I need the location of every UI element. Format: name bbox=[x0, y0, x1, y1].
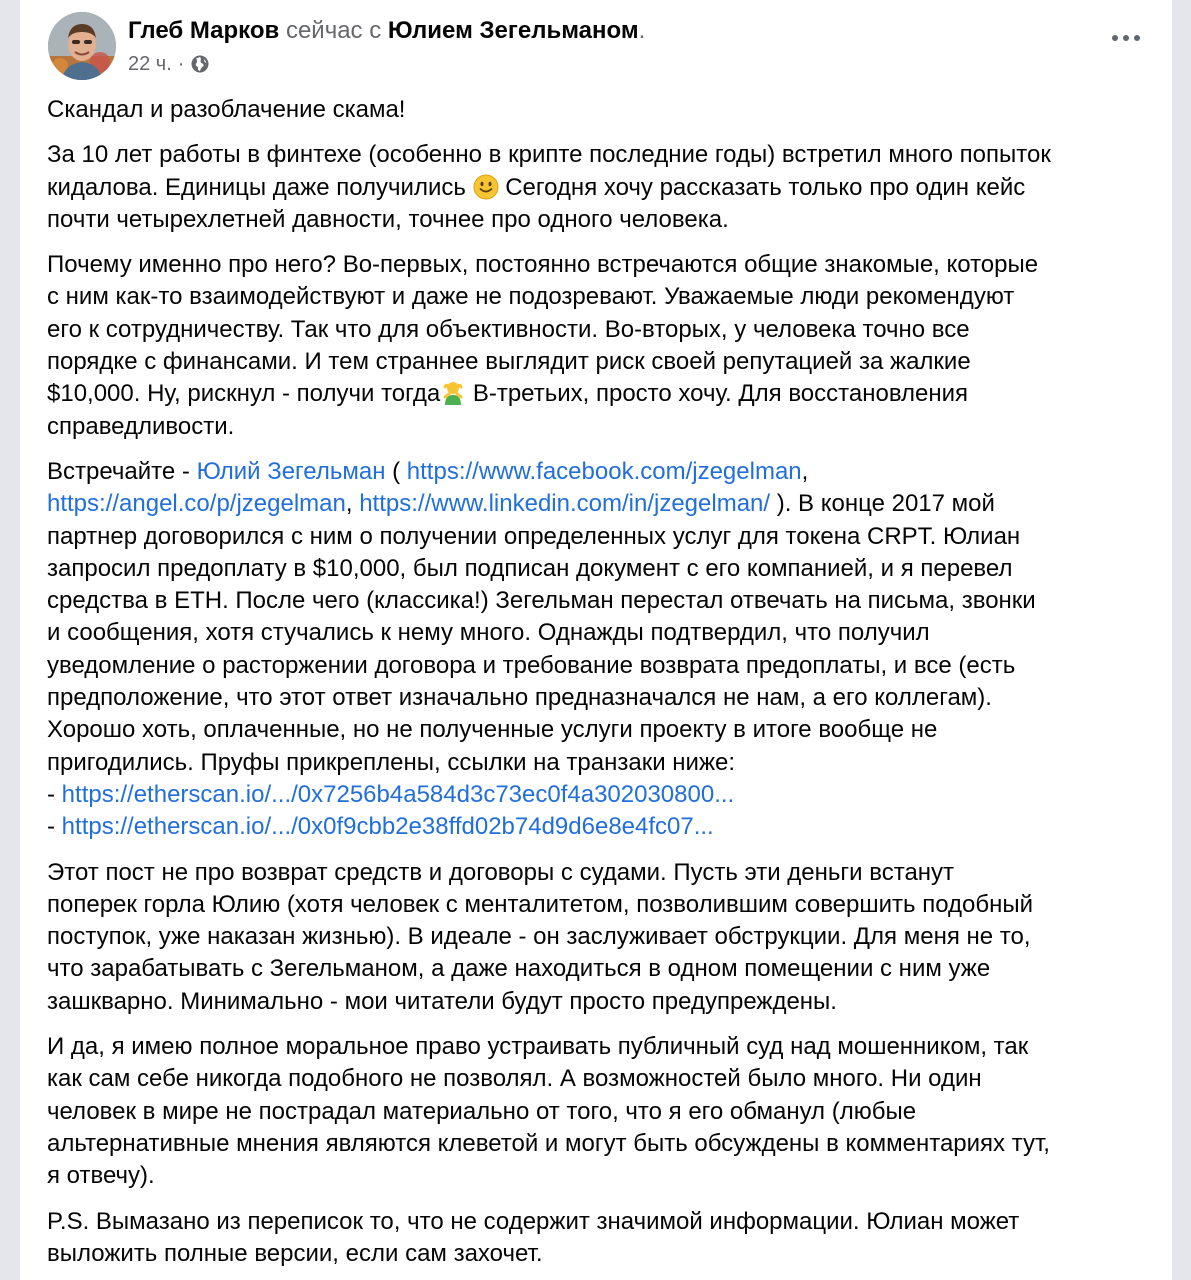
text-line: альтернативные мнения являются клеветой и могут быть обсуждены в комментариях тут, bbox=[47, 1129, 1050, 1157]
text-fragment: ( bbox=[385, 457, 407, 485]
tagged-suffix: . bbox=[638, 17, 646, 44]
text-fragment: Встречайте - bbox=[47, 457, 197, 485]
text-line bbox=[47, 779, 1152, 811]
globe-icon[interactable] bbox=[190, 54, 210, 74]
text-line: как сам себе никогда подобного не позволял. А возможностей было много. Ни один bbox=[47, 1065, 982, 1093]
text-line: Хорошо хоть, оплаченные, но не полученные услуги проекту в итоге вообще не bbox=[47, 716, 938, 744]
text-line: человек в мире не пострадал материально от того, что я его обманул (любые bbox=[47, 1097, 917, 1125]
status-text: сейчас с bbox=[285, 17, 382, 44]
more-dot bbox=[1123, 35, 1129, 41]
text-line: почти четырехлетней давности, точнее про одного человека. bbox=[47, 205, 729, 233]
text-line: порядке с финансами. И тем страннее выглядит риск своей репутацией за жалкие bbox=[47, 348, 971, 376]
more-options-icon[interactable] bbox=[1108, 26, 1144, 50]
more-dot bbox=[1134, 35, 1140, 41]
meta-separator: · bbox=[177, 53, 185, 75]
text-line bbox=[47, 172, 1152, 204]
etherscan-link-1[interactable]: https://etherscan.io/.../0x7256b4a584d3c73ec0f4a302030800... bbox=[61, 780, 735, 808]
text-line: средства в ETH. После чего (классика!) Зегельман перестал отвечать на письма, звонки bbox=[47, 587, 1036, 615]
text-line: пригодились. Пруфы прикреплены, ссылки на транзаки ниже: bbox=[47, 748, 736, 776]
profile-link-zegelman[interactable]: Юлий Зегельман bbox=[196, 457, 386, 485]
text-line: предположение, что этот ответ изначально предназначался не нам, а его коллегам). bbox=[47, 684, 992, 712]
text-line bbox=[47, 456, 1152, 488]
text-line: поступок, уже наказан жизнью). В идеале - он заслуживает обструкции. Для меня не то, bbox=[47, 923, 1031, 951]
text-fragment: В-третьих, просто хочу. Для восстановления bbox=[472, 380, 969, 408]
text-fragment: $10,000. Ну, рискнул - получи тогда bbox=[47, 380, 441, 408]
text-line: я отвечу). bbox=[47, 1162, 155, 1190]
post-card bbox=[20, 0, 1172, 1280]
etherscan-link-2[interactable]: https://etherscan.io/.../0x0f9cbb2e38ffd02b74d9d6e8e4fc07... bbox=[61, 813, 714, 841]
text-fragment: кидалова. Единицы даже получились bbox=[47, 173, 466, 201]
paragraph-2 bbox=[47, 249, 1152, 443]
text-line: Почему именно про него? Во-первых, постоянно встречаются общие знакомые, которые bbox=[47, 251, 1039, 279]
angel-link[interactable]: https://angel.co/p/jzegelman bbox=[47, 490, 346, 518]
linkedin-link[interactable]: https://www.linkedin.com/in/jzegelman/ bbox=[359, 490, 771, 518]
text-line: выложить полные версии, если сам захочет. bbox=[47, 1239, 543, 1267]
smiling-face-emoji-icon bbox=[473, 174, 499, 200]
text-line: партнер договорился с ним о получении определенных услуг для токена CRPT. Юлиан bbox=[47, 522, 1021, 550]
facebook-link[interactable]: https://www.facebook.com/jzegelman bbox=[406, 457, 802, 485]
text-line: зашкварно. Минимально - мои читатели будут просто предупреждены. bbox=[47, 987, 837, 1015]
text-line bbox=[47, 378, 1152, 410]
post-meta bbox=[128, 50, 210, 78]
text-fragment: ). В конце 2017 мой bbox=[770, 490, 995, 518]
post-title: Скандал и разоблачение скама! bbox=[47, 96, 406, 123]
text-line: и сообщения, хотя стучались к нему много. Однажды подтвердил, что получил bbox=[47, 619, 930, 647]
text-line: За 10 лет работы в финтехе (особенно в крипте последние годы) встретил много попыток bbox=[47, 141, 1051, 169]
text-line: P.S. Вымазано из переписок то, что не содержит значимой информации. Юлиан может bbox=[47, 1207, 1020, 1235]
author-name[interactable]: Глеб Марков bbox=[128, 17, 280, 44]
post-timestamp[interactable]: 22 ч. bbox=[128, 53, 172, 75]
text-fragment: , bbox=[801, 457, 809, 485]
text-line: его к сотрудничеству. Так что для объективности. Во-вторых, у человека точно все bbox=[47, 315, 970, 343]
text-line: поперек горла Юлию (хотя человек с менталитетом, позволившим совершить подобный bbox=[47, 890, 1034, 918]
author-avatar[interactable] bbox=[48, 12, 116, 80]
text-line: справедливости. bbox=[47, 412, 235, 440]
post-body bbox=[47, 94, 1152, 1280]
text-line: что зарабатывать с Зегельманом, а даже находиться в одном помещении с ним уже bbox=[47, 955, 991, 983]
paragraph-4 bbox=[47, 857, 1152, 1018]
paragraph-5 bbox=[47, 1031, 1152, 1192]
text-fragment: , bbox=[345, 490, 360, 518]
text-line: с ним как-то взаимодействуют и даже не подозревают. Уважаемые люди рекомендуют bbox=[47, 283, 1015, 311]
tagged-person[interactable]: Юлием Зегельманом bbox=[387, 17, 639, 44]
list-dash: - bbox=[47, 780, 62, 808]
more-dot bbox=[1112, 35, 1118, 41]
author-line bbox=[128, 16, 645, 46]
paragraph-6 bbox=[47, 1206, 1152, 1271]
list-dash: - bbox=[47, 813, 62, 841]
text-line bbox=[47, 488, 1152, 520]
text-line: уведомление о расторжении договора и требование возврата предоплаты, и все (есть bbox=[47, 651, 1016, 679]
text-line bbox=[47, 811, 1152, 843]
paragraph-3 bbox=[47, 456, 1152, 844]
avatar-photo bbox=[48, 12, 116, 80]
post-header bbox=[48, 12, 1144, 82]
paragraph-1 bbox=[47, 139, 1152, 236]
person-shrugging-emoji-icon bbox=[440, 380, 466, 406]
text-line: И да, я имею полное моральное право устраивать публичный суд над мошенником, так bbox=[47, 1033, 1029, 1061]
text-line: запросил предоплату в $10,000, был подписан документ с его компанией, и я перевел bbox=[47, 554, 1013, 582]
text-fragment: Сегодня хочу рассказать только про один кейс bbox=[505, 173, 1026, 201]
text-line: Этот пост не про возврат средств и договоры с судами. Пусть эти деньги встанут bbox=[47, 858, 955, 886]
post-title-paragraph bbox=[47, 94, 1152, 126]
